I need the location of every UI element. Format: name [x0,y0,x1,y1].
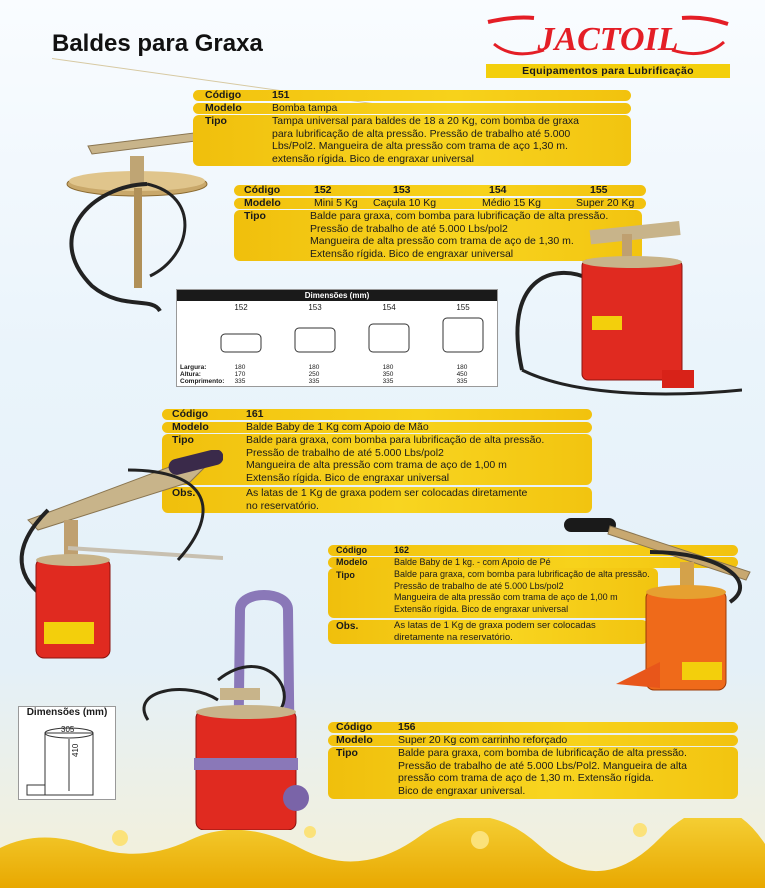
dimension-drawings [177,312,499,358]
dim-altura-152: 170 [234,371,246,378]
p156-code-label: Código [336,721,373,733]
dim-row-largura: Largura: [180,364,207,371]
p162-obs: As latas de 1 Kg de graxa podem ser colocadas diretamente na reservatório. [394,620,596,643]
product-156-image [128,580,328,830]
p161-model: Balde Baby de 1 Kg com Apoio de Mão [246,421,429,433]
p151-code: 151 [272,89,290,101]
dim-row-comprimento: Comprimento: [180,378,225,385]
dimensions-small-title: Dimensões (mm) [26,707,108,718]
p152-code-bar [234,185,646,196]
p162-code: 162 [394,545,410,555]
p152-model-1: Mini 5 Kg [314,197,358,209]
dimensions-title: Dimensões (mm) [177,290,497,301]
grease-splash-decoration [0,818,765,888]
p151-type: Tampa universal para baldes de 18 a 20 Kg, com bomba de graxa para lubrificação de alta pressão. Pressão de trabalho até 5.000 Lbs/Pol2. Mangueira de alta pressão com trama de aço 1,30 m. extensão rígida. Bico de engraxar universal [272,115,580,165]
p152-code-label: Código [244,184,281,196]
dim-col-154: 154 [382,303,396,312]
p161-code-label: Código [172,408,209,420]
p162-code-label: Código [336,545,367,555]
dim-largura-152: 180 [234,364,246,371]
p152-code-2: 153 [393,184,411,196]
dim-altura-155: 450 [456,371,468,378]
page-title: Baldes para Graxa [52,30,263,57]
p152-model-label: Modelo [244,197,281,209]
dim-row-altura: Altura: [180,371,201,378]
p161-obs: As latas de 1 Kg de graxa podem ser colocadas diretamente no reservatório. [246,487,528,512]
p152-model-3: Médio 15 Kg [482,197,541,209]
p162-type-label: Tipo [336,570,355,580]
p161-code: 161 [246,408,264,420]
p152-code-1: 152 [314,184,332,196]
p156-type-label: Tipo [336,747,358,759]
dim-comprimento-152: 335 [234,378,246,385]
p152-code-4: 155 [590,184,608,196]
p151-code-bar [193,90,631,101]
p152-code-3: 154 [489,184,507,196]
p161-model-label: Modelo [172,421,209,433]
dimensions-small-box [18,706,116,800]
p161-obs-label: Obs. [172,487,196,499]
dim-comprimento-155: 335 [456,378,468,385]
dimensions-table [176,289,498,387]
logo-wordmark: JACTOIL [537,21,679,58]
dim-col-155: 155 [456,303,470,312]
p152-model-4: Super 20 Kg [576,197,635,209]
dim-largura-153: 180 [308,364,320,371]
p162-obs-label: Obs. [336,621,359,632]
dim-largura-154: 180 [382,364,394,371]
p162-type: Balde para graxa, com bomba para lubrificação de alta pressão. Pressão de trabalho de até 5.000 Lbs/pol2 Mangueira de alta pressão com trama de aço de 1,00 m Extensão rígida. Bico de engraxar universal [394,569,650,614]
p152-type: Balde para graxa, com bomba para lubrificação de alta pressão. Pressão de trabalho de até 5.000 Lbs/pol2 Mangueira de alta pressão com trama de aço de 1,30 m. Extensão rígida. Bico de engraxar universal [310,210,609,260]
p161-type: Balde para graxa, com bomba para lubrificação de alta pressão. Pressão de trabalho de até 5.000 Lbs/pol2 Mangueira de alta pressão com trama de aço de 1,00 m Extensão rígida. Bico de engraxar universal [246,434,545,484]
dim-altura-154: 350 [382,371,394,378]
logo-mark [484,14,732,64]
p151-type-label: Tipo [205,115,227,127]
dimension-height: 410 [71,743,80,757]
p151-model: Bomba tampa [272,102,338,114]
p152-type-label: Tipo [244,210,266,222]
dim-comprimento-153: 335 [308,378,320,385]
brand-logo [484,14,732,80]
p151-model-bar [193,103,631,114]
dim-largura-155: 180 [456,364,468,371]
p156-code: 156 [398,721,416,733]
p156-type: Balde para graxa, com bomba de lubrificação de alta pressão. Pressão de trabalho de até 5.000 Lbs/Pol2. Mangueira de alta pressão com trama de aço de 1,30 m. Extensão rígida. Bico de engraxar universal. [398,747,687,797]
p161-code-bar [162,409,592,420]
p162-model-label: Modelo [336,557,368,567]
product-162-image [560,512,760,712]
p156-model-label: Modelo [336,734,373,746]
dim-altura-153: 250 [308,371,320,378]
logo-tagline: Equipamentos para Lubrificação [486,64,730,78]
p161-type-label: Tipo [172,434,194,446]
product-152-image [512,220,742,410]
p152-model-2: Caçula 10 Kg [373,197,437,209]
p156-code-bar [328,722,738,733]
p162-model: Balde Baby de 1 kg. - com Apoio de Pé [394,557,551,567]
p156-model: Super 20 Kg com carrinho reforçado [398,734,568,746]
dim-col-153: 153 [308,303,322,312]
dimension-width: 305 [61,725,75,734]
dim-comprimento-154: 335 [382,378,394,385]
p151-code-label: Código [205,89,242,101]
dim-col-152: 152 [234,303,248,312]
p151-model-label: Modelo [205,102,242,114]
